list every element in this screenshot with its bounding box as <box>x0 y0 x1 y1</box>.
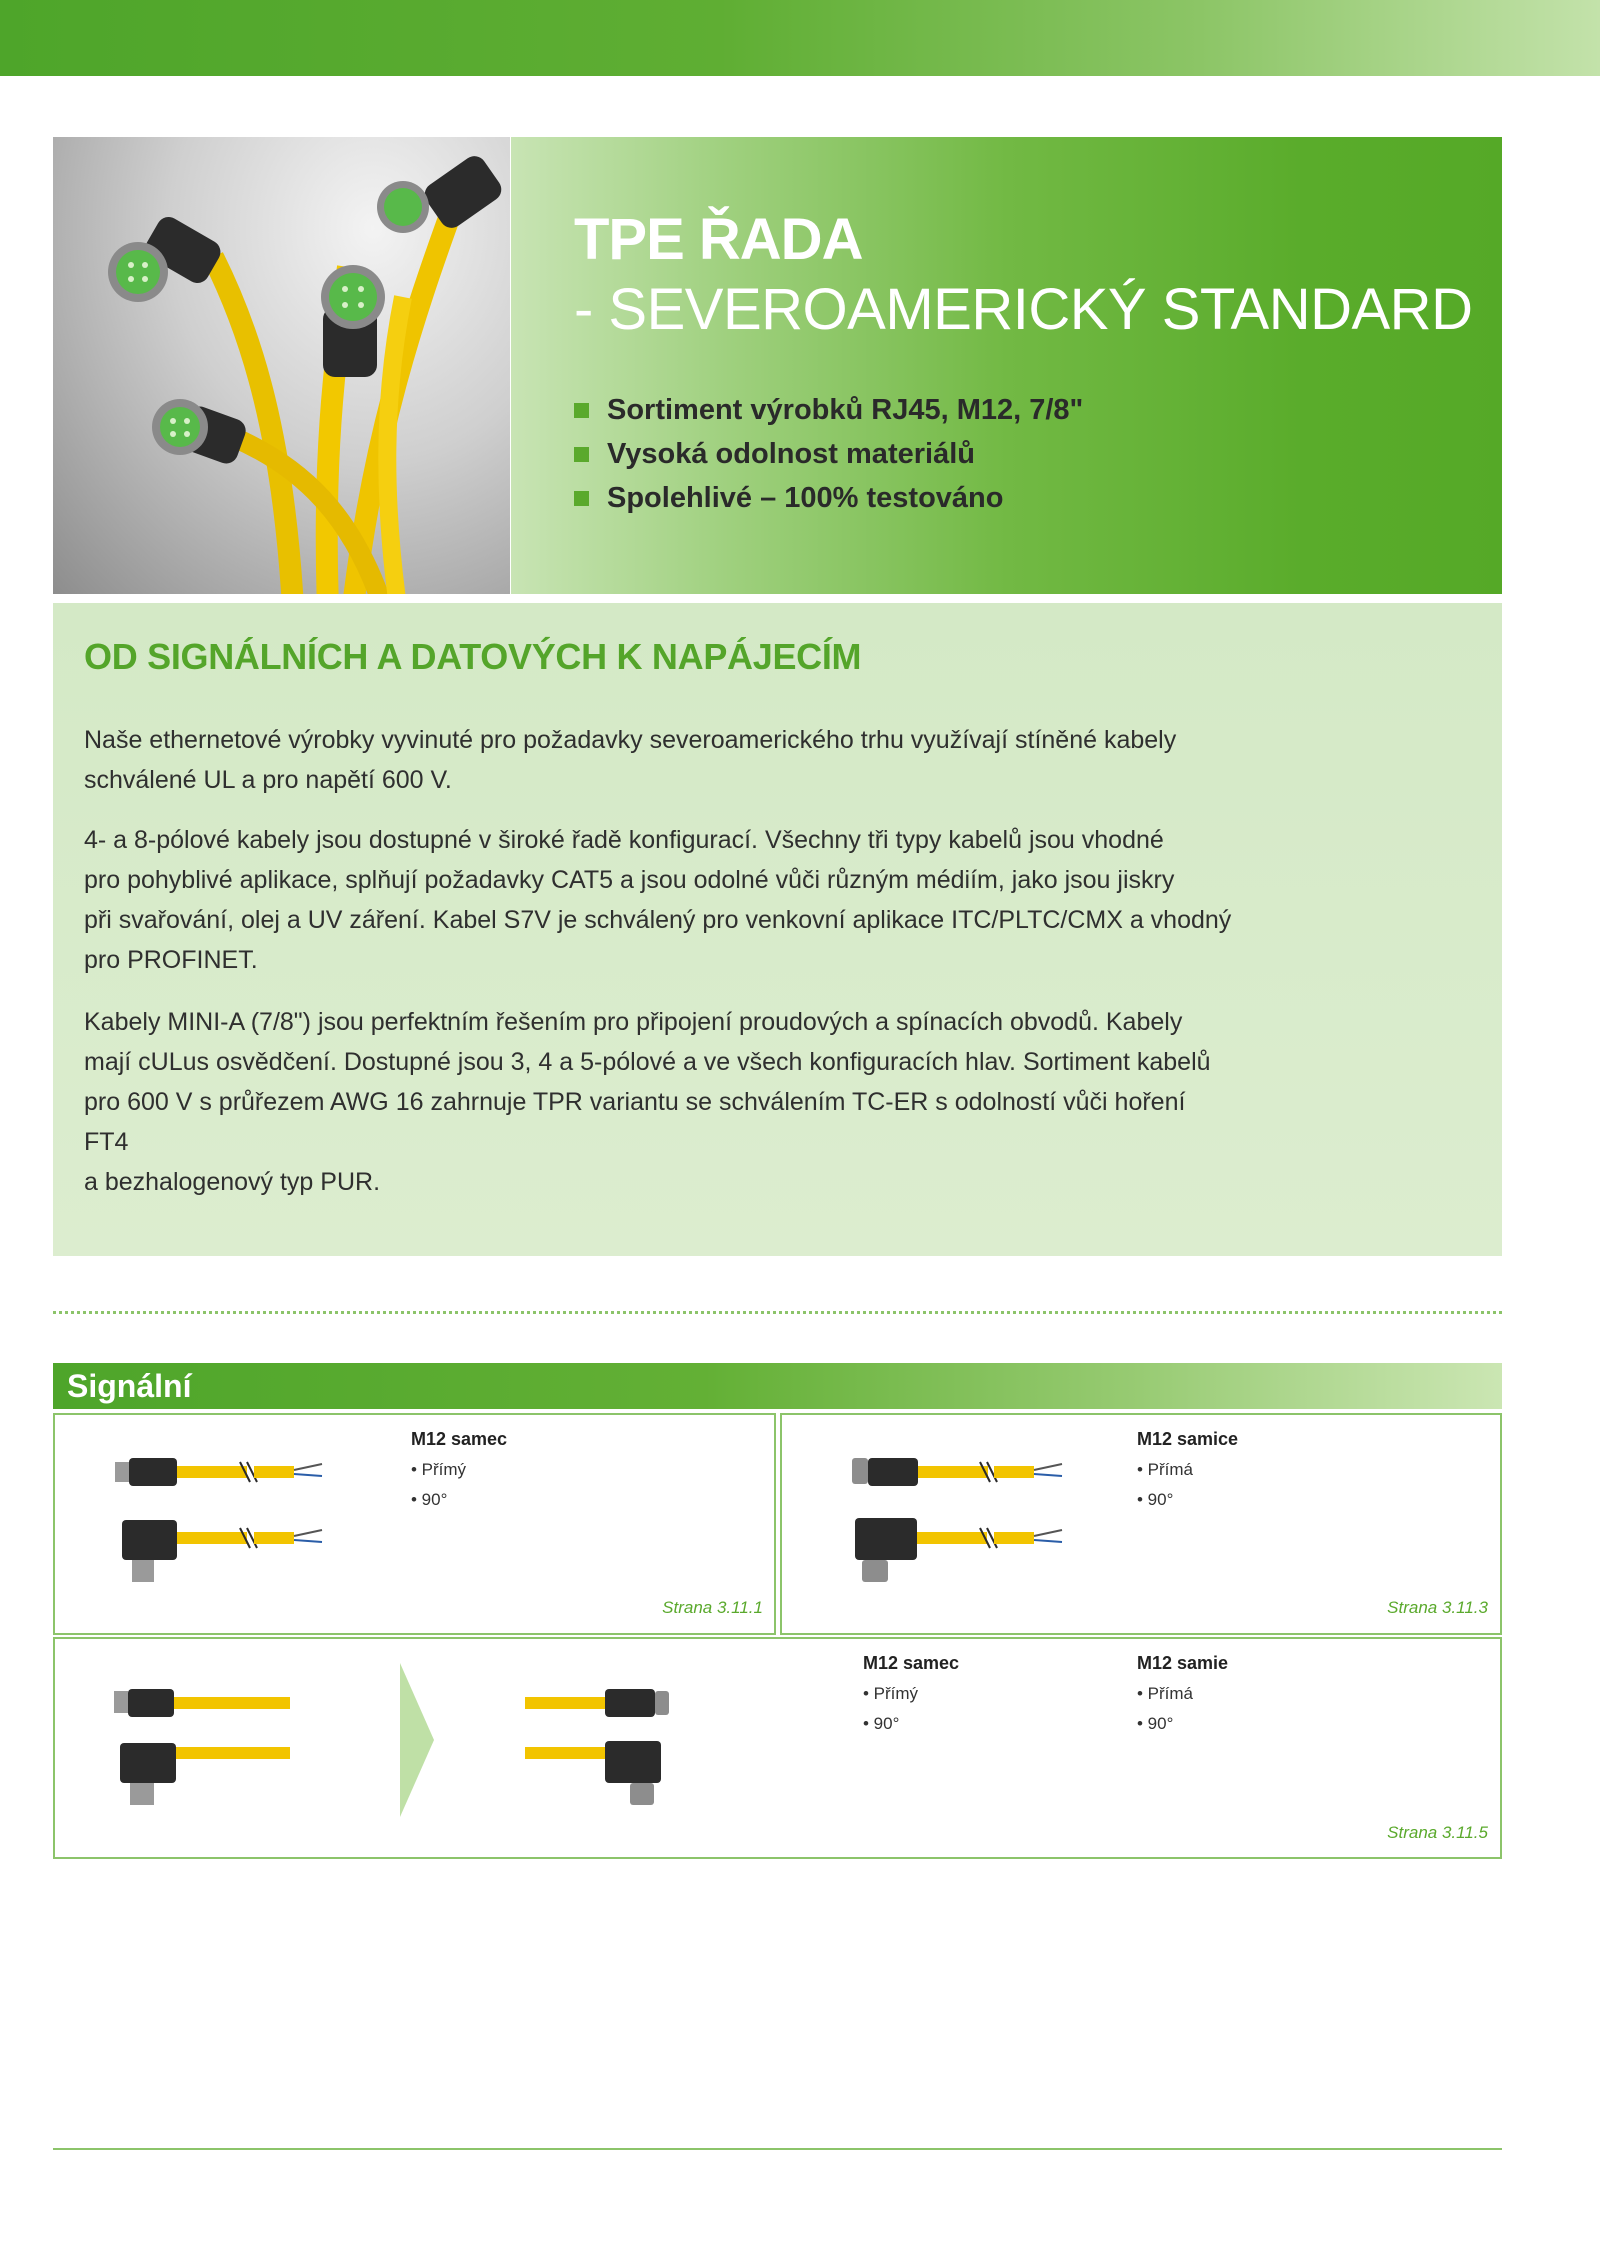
footer-divider <box>53 2148 1502 2150</box>
page-reference-link[interactable]: Strana 3.11.5 <box>1387 1823 1488 1842</box>
square-bullet-icon <box>574 491 589 506</box>
dotted-divider <box>53 1311 1502 1314</box>
product-option: • Přímá <box>1137 1460 1194 1479</box>
feature-list <box>574 388 1083 520</box>
intro-paragraph: Naše ethernetové výrobky vyvinuté pro požadavky severoamerického trhu využívají stíněné kabely schválené UL a pro napětí 600 V. <box>84 726 1177 794</box>
product-label: M12 samec <box>411 1429 508 1449</box>
square-bullet-icon <box>574 447 589 462</box>
product-option: • 90° <box>1137 1714 1174 1733</box>
m12-male-cable-icon <box>110 1450 330 1590</box>
product-option: • 90° <box>1137 1490 1174 1509</box>
product-option: • Přímý <box>411 1460 467 1479</box>
section-title: Signální <box>67 1368 192 1404</box>
product-option: • 90° <box>411 1490 448 1509</box>
product-option: • 90° <box>863 1714 900 1733</box>
page-title: TPE ŘADA <box>574 207 863 272</box>
intro-paragraph: 4- a 8-pólové kabely jsou dostupné v široké řadě konfigurací. Všechny tři typy kabelů jsou vhodné pro pohyblivé aplikace, splňují požadavky CAT5 a jsou odolné vůči různým médiím, jako jsou jiskry při svařování, olej a UV záření. Kabel S7V je schválený pro venkovní aplikace ITC/PLTC/CMX a vhodný pro PROFINET. <box>84 826 1232 974</box>
m12-male-extension-icon <box>110 1685 290 1825</box>
feature-item: Spolehlivé – 100% testováno <box>574 476 1083 520</box>
section-header <box>53 1363 1502 1409</box>
top-banner <box>0 0 1600 76</box>
page-reference-link[interactable]: Strana 3.11.3 <box>1387 1598 1488 1617</box>
chevron-right-icon <box>400 1663 434 1817</box>
page-reference-link[interactable]: Strana 3.11.1 <box>662 1598 763 1617</box>
product-label: M12 samice <box>1137 1429 1239 1449</box>
product-option: • Přímý <box>863 1684 919 1703</box>
product-label: M12 samie <box>1137 1653 1229 1673</box>
m12-female-cable-icon <box>850 1450 1070 1590</box>
intro-paragraph: Kabely MINI-A (7/8") jsou perfektním řešením pro připojení proudových a spínacích obvodů. Kabely mají cULus osvědčení. Dostupné jsou 3, 4 a 5-pólové a ve všech konfiguracích hlav. Sortiment kabelů pro 600 V s průřezem AWG 16 zahrnuje TPR variantu se schválením TC-ER s odolností vůči hoření FT4 a bezhalogenový typ PUR. <box>84 1008 1211 1196</box>
feature-item: Sortiment výrobků RJ45, M12, 7/8" <box>574 388 1083 432</box>
intro-heading: OD SIGNÁLNÍCH A DATOVÝCH K NAPÁJECÍM <box>84 636 862 677</box>
product-label: M12 samec <box>863 1653 960 1673</box>
cable-photo-illustration <box>53 137 510 594</box>
square-bullet-icon <box>574 403 589 418</box>
m12-female-extension-icon <box>520 1685 690 1825</box>
product-photo <box>53 137 510 594</box>
product-option: • Přímá <box>1137 1684 1194 1703</box>
page-subtitle: - SEVEROAMERICKÝ STANDARD <box>574 277 1473 342</box>
feature-item: Vysoká odolnost materiálů <box>574 432 1083 476</box>
